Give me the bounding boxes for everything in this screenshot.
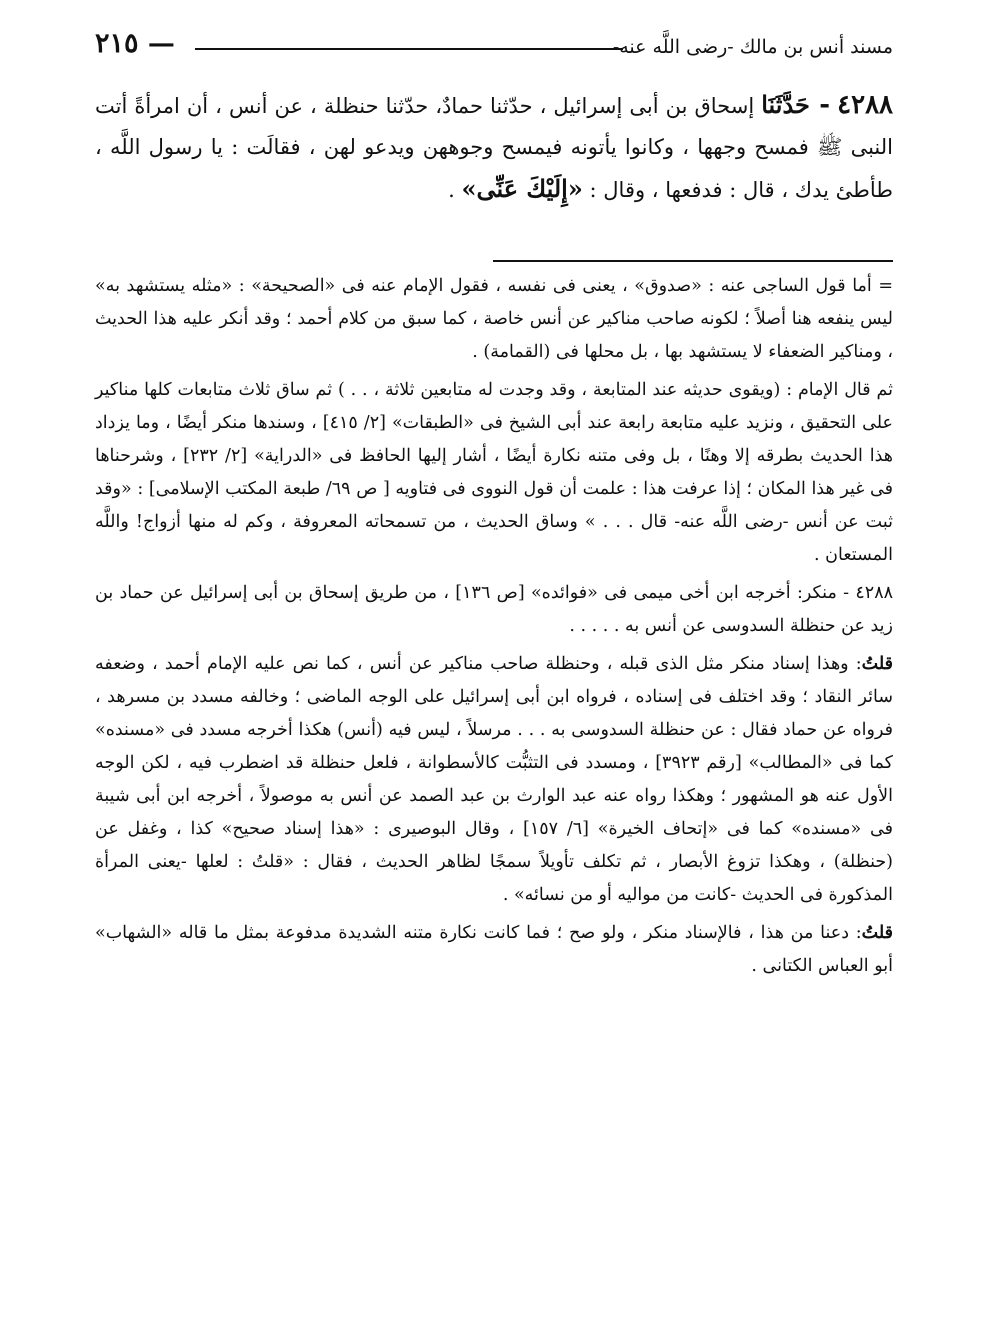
footnote-paragraph-4 bbox=[95, 648, 893, 912]
footnote-separator bbox=[493, 260, 893, 262]
header-title: مسند أنس بن مالك -رضى اللَّه عنه- bbox=[612, 36, 893, 58]
hadith-body: إسحاق بن أبى إسرائيل ، حدّثنا حمادٌ، حدّثنا حنظلة ، عن أنس ، أن امرأةً أتت النبى ﷺ فمسح وجهها ، وكانوا يأتونه فيمسح وجوههن ويدعو لهن ، فقالَت : يا رسول اللَّه ، طأطئ يدك ، قال : فدفعها ، وقال : bbox=[95, 94, 893, 202]
running-header bbox=[95, 28, 893, 68]
footnotes bbox=[95, 270, 893, 988]
footnote-paragraph-5-text: : دعنا من هذا ، فالإسناد منكر ، ولو صح ؛ فما كانت نكارة متنه الشديدة مدفوعة بمثل ما قاله «الشهاب» أبو العباس الكتانى . bbox=[95, 923, 893, 976]
hadith-quote: «إِلَيْكَ عَنِّى» bbox=[461, 174, 583, 203]
hadith-number: ٤٢٨٨ bbox=[837, 90, 893, 120]
hadith-end: . bbox=[448, 178, 455, 202]
qultu-label: قلتُ bbox=[861, 654, 893, 674]
page-number: — ٢١٥ bbox=[95, 28, 175, 59]
hadith-lead-word: حَدَّثَنَا bbox=[761, 90, 810, 119]
header-rule bbox=[195, 48, 623, 50]
footnote-paragraph-1: = أما قول الساجى عنه : «صدوق» ، يعنى فى نفسه ، فقول الإمام عنه فى «الصحيحة» : «مثله يستشهد به» ليس ينفعه هنا أصلاً ؛ لكونه صاحب مناكير عن أنس خاصة ، كما سبق من كلام أحمد ؛ وقد أنكر عليه هذا الحديث ، ومناكير الضعفاء لا يستشهد بها ، بل محلها فى (القمامة) . bbox=[95, 276, 893, 362]
footnote-paragraph-2: ثم قال الإمام : (ويقوى حديثه عند المتابعة ، وقد وجدت له متابعين ثلاثة ، . . ) ثم ساق ثلاث متابعات كلها مناكير على التحقيق ، ونزيد عليه متابعة رابعة عند أبى الشيخ فى «الطبقات» [٢/ ٤١٥] ، وسندها منكر أيضًا ، وما يزداد هذا الحديث بطرقه إلا وهنًا ، بل وفى متنه نكارة أيضًا ، أشار إليها الحافظ فى «الدراية» [٢/ ٢٣٢] ، وشرحناها فى غير هذا المكان ؛ إذا عرفت هذا : علمت أن قول النووى فى فتاويه [ ص ٦٩/ طبعة المكتب الإسلامى] : «وقد ثبت عن أنس -رضى اللَّه عنه- قال . . . » وساق الحديث ، من تسمحاته المعروفة ، وكم له منها أزواج! واللَّه المستعان . bbox=[95, 380, 893, 565]
qultu-label: قلتُ bbox=[861, 923, 893, 943]
footnote-paragraph-5 bbox=[95, 917, 893, 983]
hadith-text: ٤٢٨٨ - حَدَّثَنَا إسحاق بن أبى إسرائيل ، حدّثنا حمادٌ، حدّثنا حنظلة ، عن أنس ، أن امرأةً أتت النبى ﷺ فمسح وجهها ، وكانوا يأتونه فيمسح وجوههن ويدعو لهن ، فقالَت : يا رسول اللَّه ، طأطئ يدك ، قال : فدفعها ، وقال : «إِلَيْكَ عَنِّى» . bbox=[95, 90, 893, 203]
footnote-paragraph-3: ٤٢٨٨ - منكر: أخرجه ابن أخى ميمى فى «فوائده» [ص ١٣٦] ، من طريق إسحاق بن أبى إسرائيل عن حماد بن زيد عن حنظلة السدوسى عن أنس به . . . . . bbox=[95, 583, 893, 636]
footnote-paragraph-4-text: : وهذا إسناد منكر مثل الذى قبله ، وحنظلة صاحب مناكير عن أنس ، كما نص عليه الإمام أحمد ، وضعفه سائر النقاد ؛ وقد اختلف فى إسناده ، فرواه ابن أبى إسرائيل على الوجه الماضى ؛ وخالفه مسدد بن مسرهد ، فرواه عن حماد فقال : عن حنظلة السدوسى به . . . مرسلاً ، ليس فيه (أنس) هكذا أخرجه مسدد فى «مسنده» كما فى «المطالب» [رقم ٣٩٢٣] ، ومسدد فى التثبُّت كالأسطوانة ، فلعل حنظلة قد اضطرب فيه ، لكن الوجه الأول عنه هو المشهور ؛ وهكذا رواه عنه عبد الوارث بن عبد الصمد عن أنس به موصولاً ، أخرجه ابن أبى شيبة فى «مسنده» كما فى «إتحاف الخيرة» [٦/ ١٥٧] ، وقال البوصيرى : «هذا إسناد صحيح» كذا ، وغفل عن (حنظلة) ، وهكذا تزوغ الأبصار ، ثم تكلف تأويلاً سمجًا لظاهر الحديث ، فقال : «قلتُ : لعلها -يعنى المرأة المذكورة فى الحديث -كانت من مواليه أو من نسائه» . bbox=[95, 654, 894, 905]
